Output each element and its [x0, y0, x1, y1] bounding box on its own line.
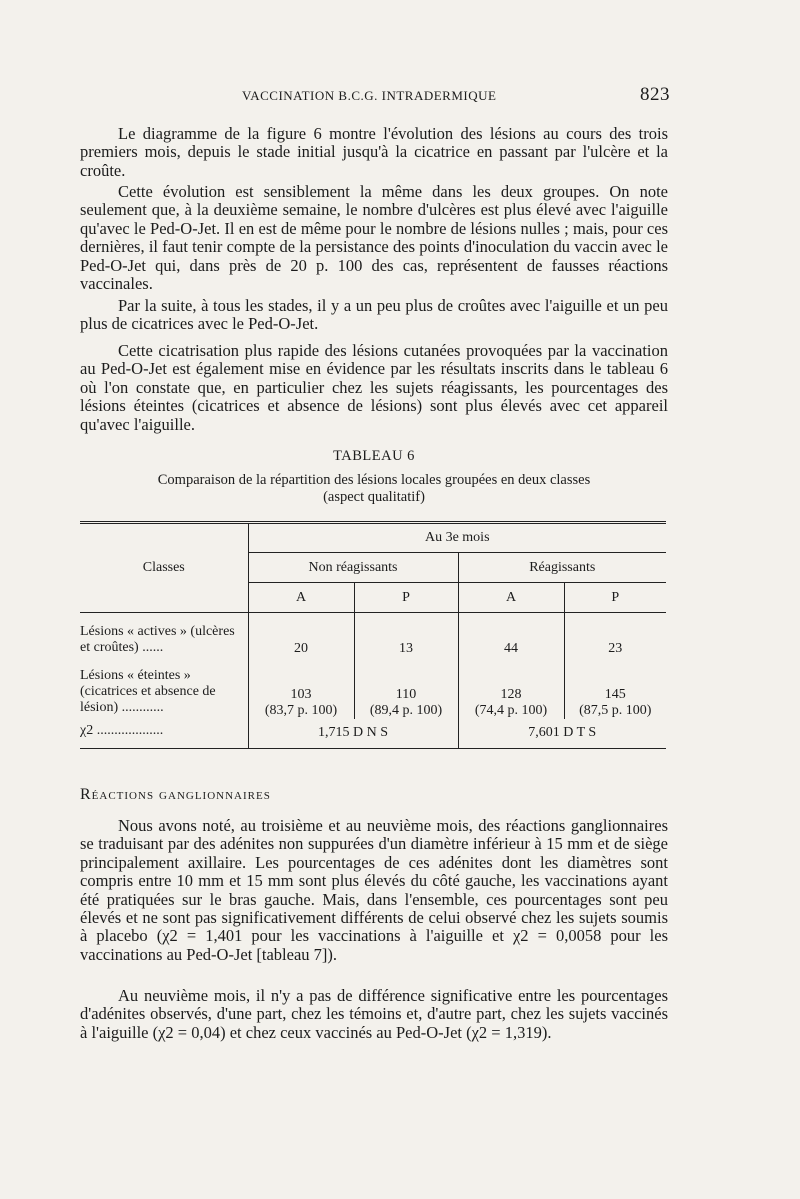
cell-actives-p2: 23: [564, 613, 666, 661]
header-reagissants: Réagissants: [458, 553, 666, 583]
data-table: [80, 521, 666, 749]
table-caption-line1: Comparaison de la répartition des lésions locales groupées en deux classes: [157, 472, 591, 488]
table-row: [80, 613, 666, 661]
percent: (83,7 p. 100): [264, 702, 338, 718]
header-classes: Classes: [80, 523, 248, 613]
cell-chi2-group2: 7,601 D T S: [458, 719, 666, 749]
percent: (74,4 p. 100): [474, 702, 548, 718]
page-number: 823: [640, 84, 670, 105]
running-title: VACCINATION B.C.G. INTRADERMIQUE: [242, 88, 497, 103]
value: 110: [395, 686, 417, 702]
table-title: TABLEAU 6: [333, 448, 415, 464]
header-period: Au 3e mois: [248, 523, 666, 553]
value: 128: [500, 686, 522, 702]
cell-eteintes-p2: [564, 661, 666, 719]
header-a-1: A: [248, 583, 354, 613]
row-label-chi2: χ2 ...................: [80, 723, 164, 739]
paragraph-1: Le diagramme de la figure 6 montre l'évolution des lésions au cours des trois premiers mois, depuis le stade initial jusqu'à la cicatrice en passant par l'ulcère et la croûte.: [80, 124, 668, 180]
paragraph-5: Nous avons noté, au troisième et au neuvième mois, des réactions ganglionnaires se traduisant par des adénites non suppurées d'un diamètre inférieur à 15 mm et de siège principalement axillaire. Les pourcentages de ces adénites dont les diamètres sont compris entre 10 mm et 15 mm sont plus élevés du côté gauche, les vaccinations ayant été pratiquées sur le bras gauche. Mais, dans l'ensemble, ces pourcentages sont peu élevés et ne sont pas significativement différents de celui observé chez les sujets soumis à placebo (χ2 = 1,401 pour les vaccinations à l'aiguille et χ2 = 0,0058 pour les vaccinations au Ped-O-Jet [tableau 7]).: [80, 816, 668, 964]
row-label-actives: Lésions « actives » (ulcères et croûtes) ......: [80, 623, 235, 655]
cell-eteintes-a1: [248, 661, 354, 719]
paragraph-2: Cette évolution est sensiblement la même dans les deux groupes. On note seulement que, à la deuxième semaine, le nombre d'ulcères est plus élevé avec l'aiguille qu'avec le Ped-O-Jet. Il en est de même pour le nombre de lésions nulles ; mais, pour ces dernières, il faut tenir compte de la persistance des points d'inoculation du vaccin avec le Ped-O-Jet qui, dans près de 20 p. 100 des cas, représentent de fausses réactions vaccinales.: [80, 182, 668, 294]
value: 145: [604, 686, 626, 702]
percent: (87,5 p. 100): [579, 702, 652, 718]
header-a-2: A: [458, 583, 564, 613]
header-non-reagissants: Non réagissants: [248, 553, 458, 583]
cell-chi2-group1: 1,715 D N S: [248, 719, 458, 749]
table-caption-line2: (aspect qualitatif): [323, 489, 425, 505]
section-title: Réactions ganglionnaires: [80, 786, 271, 803]
table-row: [80, 661, 666, 719]
header-p-1: P: [354, 583, 458, 613]
cell-eteintes-a2: [458, 661, 564, 719]
cell-actives-a2: 44: [458, 613, 564, 661]
cell-eteintes-p1: [354, 661, 458, 719]
value: 103: [290, 686, 312, 702]
paragraph-3: Par la suite, à tous les stades, il y a un peu plus de croûtes avec l'aiguille et un peu plus de cicatrices avec le Ped-O-Jet.: [80, 296, 668, 334]
paragraph-6: Au neuvième mois, il n'y a pas de différence significative entre les pourcentages d'adénites observés, d'une part, chez les témoins et, d'autre part, chez les sujets vaccinés à l'aiguille (χ2 = 0,04) et chez ceux vaccinés au Ped-O-Jet (χ2 = 1,319).: [80, 986, 668, 1042]
percent: (89,4 p. 100): [369, 702, 443, 718]
header-p-2: P: [564, 583, 666, 613]
row-label-eteintes: Lésions « éteintes » (cicatrices et absence de lésion) ............: [80, 667, 216, 715]
cell-actives-a1: 20: [248, 613, 354, 661]
cell-actives-p1: 13: [354, 613, 458, 661]
table-row: [80, 719, 666, 749]
paragraph-4: Cette cicatrisation plus rapide des lésions cutanées provoquées par la vaccination au Ped-O-Jet est également mise en évidence par les résultats inscrits dans le tableau 6 où l'on constate que, en particulier chez les sujets réagissants, les pourcentages des lésions éteintes (cicatrices et absence de lésions) sont plus élevés avec cet appareil qu'avec l'aiguille.: [80, 341, 668, 434]
table-caption: [80, 472, 668, 506]
